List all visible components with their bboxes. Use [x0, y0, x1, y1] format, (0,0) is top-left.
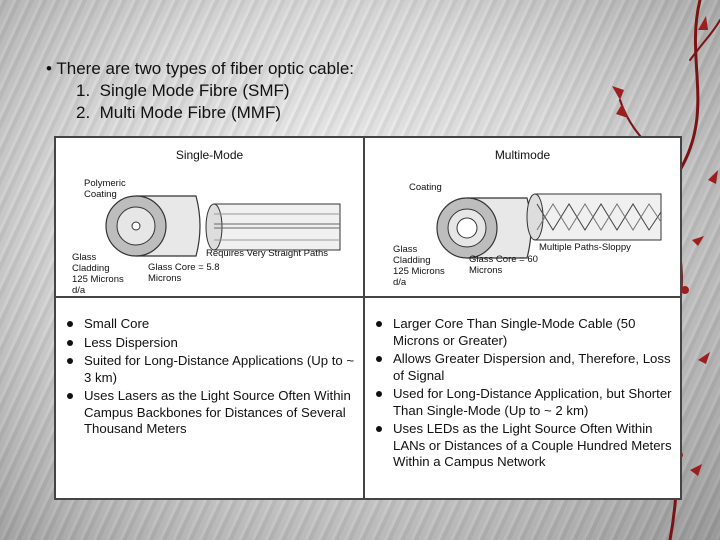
cladding-line: Glass [393, 244, 418, 255]
cladding-line: d/a [393, 277, 407, 288]
list-item: Used for Long-Distance Application, but Shorter Than Single-Mode (Up to ~ 2 km) [373, 386, 676, 419]
cladding-line: d/a [72, 285, 86, 296]
list-item: Less Dispersion [64, 335, 359, 352]
intro-text-block [46, 58, 354, 124]
type-item-1 [76, 80, 354, 102]
cladding-line: Glass [72, 252, 97, 263]
list-item: Small Core [64, 316, 359, 333]
multimode-diagram-cell [365, 138, 680, 298]
multimode-properties-list [373, 316, 676, 473]
multimode-properties-cell [365, 298, 680, 498]
intro-text: There are two types of fiber optic cable: [56, 59, 355, 78]
single-mode-path-caption: Requires Very Straight Paths [206, 248, 328, 259]
fiber-comparison-figure [54, 136, 682, 500]
cladding-line: Cladding [393, 255, 431, 266]
type-item-2 [76, 102, 354, 124]
single-mode-diagram-cell [56, 138, 365, 298]
single-mode-core-label: Glass Core = 5.8 Microns [148, 262, 220, 284]
multimode-path-caption: Multiple Paths-Sloppy [539, 242, 631, 253]
type-text: Multi Mode Fibre (MMF) [99, 103, 281, 122]
single-mode-properties-cell [56, 298, 365, 498]
multimode-core-label: Glass Core = 60 Microns [469, 254, 538, 276]
type-number: 2. [76, 103, 91, 122]
single-mode-cladding-label [72, 252, 124, 296]
multimode-cladding-label [393, 244, 445, 288]
list-item: Uses Lasers as the Light Source Often Within Campus Backbones for Distances of Several Thousand Meters [64, 388, 359, 438]
list-item: Uses LEDs as the Light Source Often Within LANs or Distances of a Couple Hundred Meters Within a Campus Network [373, 421, 676, 471]
cladding-line: 125 Microns [72, 274, 124, 285]
type-text: Single Mode Fibre (SMF) [99, 81, 290, 100]
single-mode-header: Single-Mode [175, 148, 244, 162]
single-mode-properties-list [64, 316, 359, 440]
intro-line: • There are two types of fiber optic cable: [46, 59, 355, 78]
multimode-header: Multimode [494, 148, 551, 162]
multimode-coating-label: Coating [409, 182, 442, 193]
type-number: 1. [76, 81, 91, 100]
single-mode-coating-label: Polymeric Coating [84, 178, 126, 200]
list-item: Suited for Long-Distance Applications (Up to ~ 3 km) [64, 353, 359, 386]
cladding-line: Cladding [72, 263, 110, 274]
list-item: Larger Core Than Single-Mode Cable (50 Microns or Greater) [373, 316, 676, 349]
multimode-path-icon [525, 190, 665, 246]
cladding-line: 125 Microns [393, 266, 445, 277]
list-item: Allows Greater Dispersion and, Therefore, Loss of Signal [373, 351, 676, 384]
